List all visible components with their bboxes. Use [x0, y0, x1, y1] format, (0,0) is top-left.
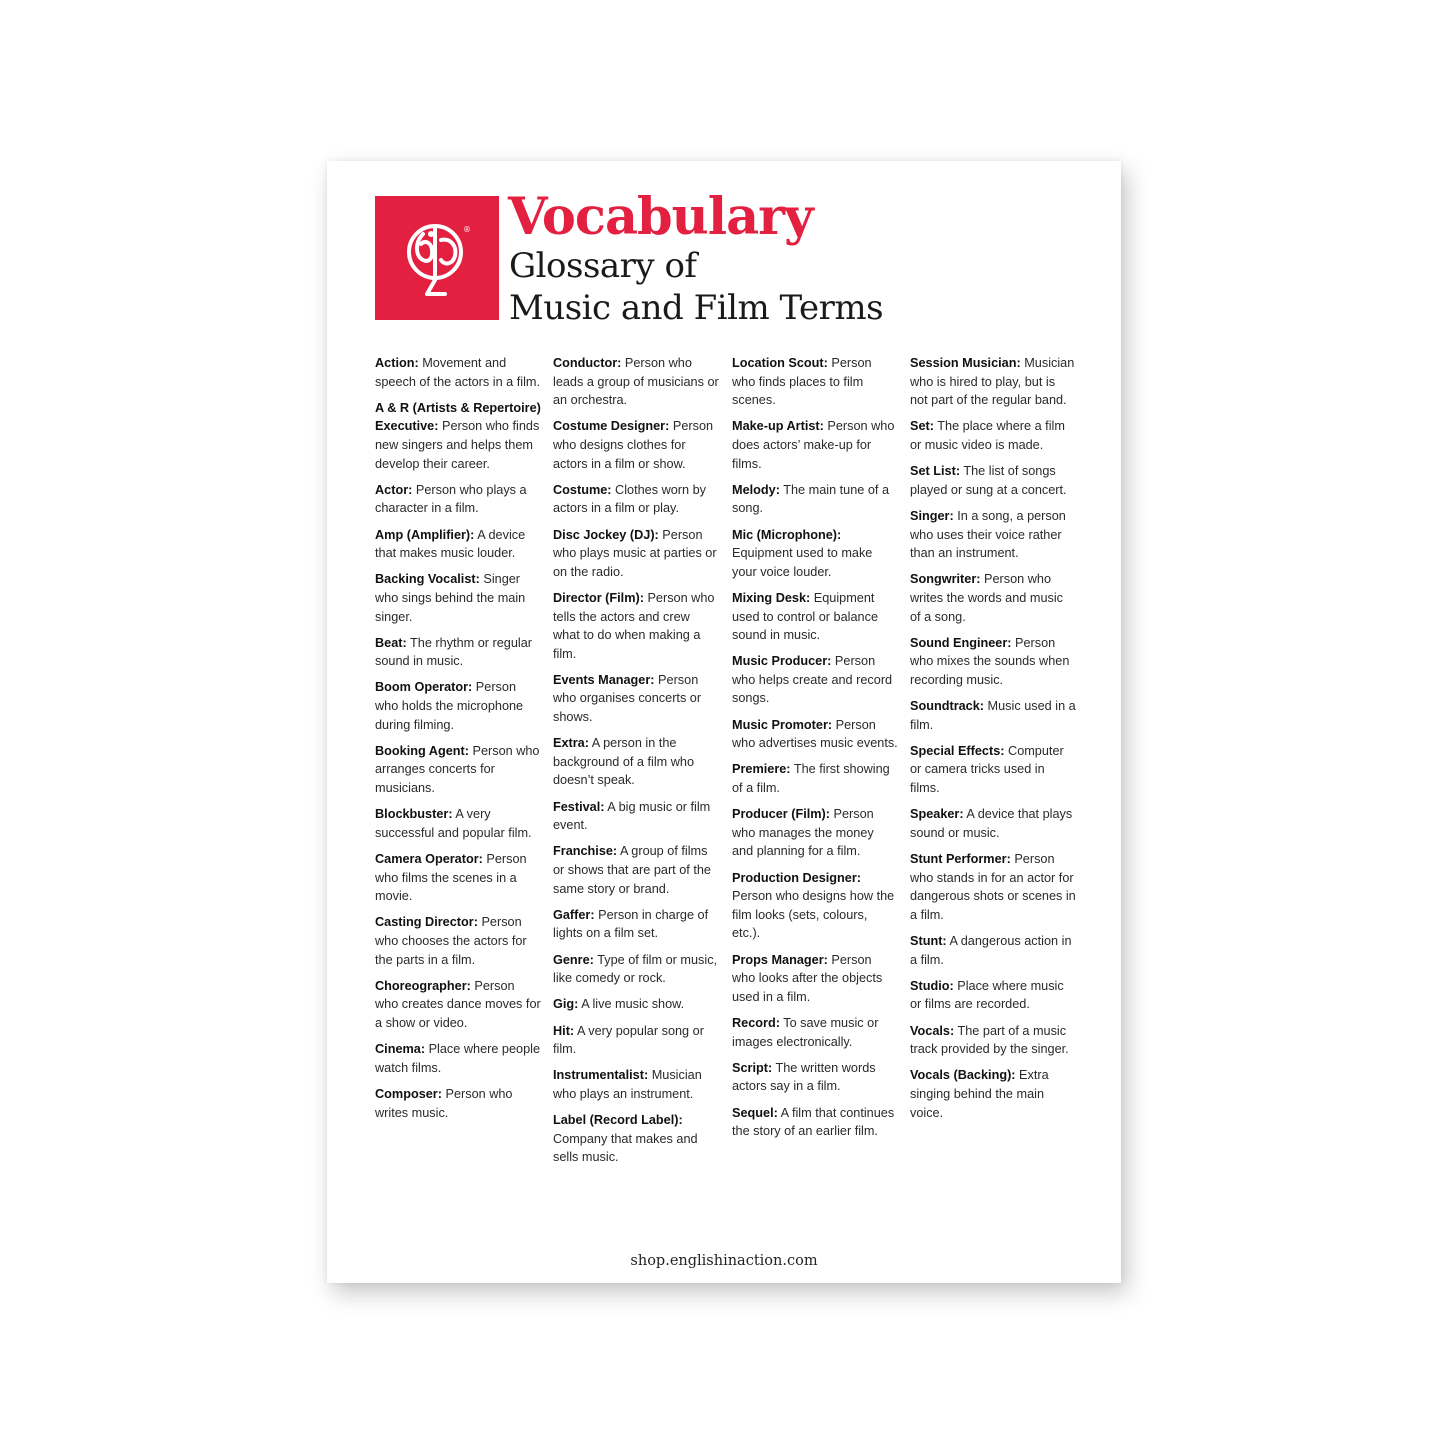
glossary-entry: [553, 526, 719, 582]
glossary-definition: Person who plays music at parties or on the radio.: [553, 527, 717, 579]
glossary-term: Director (Film):: [553, 590, 644, 605]
glossary-term: Extra:: [553, 736, 589, 751]
glossary-term: Melody:: [732, 482, 780, 497]
glossary-entry: [375, 634, 541, 671]
glossary-term: Conductor:: [553, 356, 622, 370]
glossary-definition: Person who chooses the actors for the parts in a film.: [375, 915, 527, 967]
glossary-definition: Person who finds places to film scenes.: [732, 356, 872, 408]
glossary-entry: [910, 697, 1076, 734]
glossary-definition: The part of a music track provided by the singer.: [910, 1023, 1069, 1057]
glossary-entry: [375, 354, 541, 391]
glossary-term: Music Promoter:: [732, 717, 833, 732]
glossary-definition: Person in charge of lights on a film set.: [553, 907, 709, 941]
glossary-definition: A person in the background of a film who doesn’t speak.: [553, 736, 695, 788]
glossary-term: Action:: [375, 356, 419, 370]
glossary-definition: The rhythm or regular sound in music.: [375, 635, 533, 669]
glossary-definition: A device that makes music louder.: [375, 527, 526, 561]
glossary-term: Boom Operator:: [375, 680, 473, 695]
glossary-term: Events Manager:: [553, 672, 655, 687]
glossary-definition: Person who tells the actors and crew what to do when making a film.: [553, 590, 715, 661]
glossary-term: Franchise:: [553, 844, 618, 859]
glossary-column-1: [375, 354, 541, 1130]
glossary-entry: [553, 1022, 719, 1059]
glossary-entry: [553, 481, 719, 518]
glossary-term: Casting Director:: [375, 915, 478, 930]
glossary-entry: [732, 1059, 898, 1096]
glossary-term: Special Effects:: [910, 743, 1005, 758]
glossary-entry: [910, 805, 1076, 842]
glossary-entry: [732, 716, 898, 753]
glossary-entry: [553, 906, 719, 943]
glossary-entry: [910, 932, 1076, 969]
glossary-term: Producer (Film):: [732, 807, 830, 822]
glossary-entry: [375, 526, 541, 563]
glossary-entry: [553, 734, 719, 790]
page-subtitle: [509, 245, 883, 329]
glossary-column-3: [732, 354, 898, 1148]
glossary-term: Beat:: [375, 635, 407, 650]
glossary-entry: [732, 481, 898, 518]
glossary-entry: [553, 842, 719, 898]
glossary-entry: [553, 995, 719, 1014]
glossary-entry: [553, 951, 719, 988]
glossary-definition: Person who looks after the objects used in a film.: [732, 952, 883, 1004]
glossary-entry: [375, 850, 541, 906]
glossary-term: Blockbuster:: [375, 807, 453, 822]
glossary-definition: Person who writes the words and music of a song.: [910, 572, 1064, 624]
glossary-term: Festival:: [553, 799, 605, 814]
glossary-definition: Equipment used to make your voice louder.: [732, 546, 873, 579]
glossary-definition: The written words actors say in a film.: [732, 1060, 876, 1094]
glossary-term: Camera Operator:: [375, 852, 483, 866]
glossary-entry: [910, 507, 1076, 563]
glossary-term: Vocals:: [910, 1023, 955, 1038]
glossary-term: Session Musician:: [910, 356, 1021, 370]
glossary-definition: Person who plays a character in a film.: [375, 482, 527, 516]
glossary-definition: Singer who sings behind the main singer.: [375, 572, 526, 624]
glossary-definition: In a song, a person who uses their voice rather than an instrument.: [910, 508, 1066, 561]
glossary-entry: [375, 913, 541, 969]
glossary-entry: [732, 589, 898, 645]
eia-logo-icon: [375, 196, 499, 320]
glossary-term: Actor:: [375, 482, 413, 497]
glossary-term: Location Scout:: [732, 356, 828, 370]
glossary-entry: [375, 1040, 541, 1077]
glossary-definition: Person who organises concerts or shows.: [553, 672, 702, 725]
glossary-definition: Person who writes music.: [375, 1086, 513, 1120]
glossary-entry: [553, 417, 719, 473]
glossary-definition: A very successful and popular film.: [375, 807, 532, 840]
glossary-term: Production Designer:: [732, 870, 861, 885]
glossary-definition: Person who holds the microphone during filming.: [375, 680, 524, 732]
glossary-term: Studio:: [910, 978, 954, 993]
glossary-definition: Person who creates dance moves for a show or video.: [375, 978, 541, 1030]
glossary-term: Composer:: [375, 1086, 442, 1101]
glossary-term: A & R (Artists & Repertoire) Executive:: [375, 400, 541, 434]
glossary-entry: [910, 570, 1076, 626]
glossary-definition: Person who mixes the sounds when recording music.: [910, 635, 1070, 687]
glossary-term: Choreographer:: [375, 978, 471, 993]
glossary-term: Soundtrack:: [910, 699, 985, 714]
glossary-entry: [375, 1085, 541, 1122]
glossary-definition: The list of songs played or sung at a concert.: [910, 464, 1067, 497]
glossary-definition: The first showing of a film.: [732, 762, 890, 796]
glossary-term: Vocals (Backing):: [910, 1068, 1016, 1083]
glossary-definition: Company that makes and sells music.: [553, 1131, 698, 1165]
glossary-term: Instrumentalist:: [553, 1068, 649, 1083]
glossary-definition: Person who manages the money and planning for a film.: [732, 807, 874, 859]
glossary-entry: [732, 1104, 898, 1141]
glossary-definition: Person who arranges concerts for musicians.: [375, 743, 540, 796]
glossary-entry: [732, 869, 898, 943]
glossary-definition: Person who helps create and record songs.: [732, 654, 893, 706]
glossary-entry: [375, 481, 541, 518]
glossary-term: Stunt Performer:: [910, 852, 1011, 866]
glossary-definition: The place where a film or music video is made.: [910, 419, 1065, 452]
glossary-definition: Equipment used to control or balance sound in music.: [732, 590, 878, 643]
glossary-definition: Person who designs clothes for actors in a film or show.: [553, 419, 714, 471]
glossary-entry: [732, 805, 898, 861]
glossary-entry: [910, 462, 1076, 499]
glossary-term: Premiere:: [732, 762, 791, 777]
glossary-definition: Clothes worn by actors in a film or play.: [553, 482, 707, 516]
glossary-definition: Person who does actors’ make-up for films.: [732, 419, 895, 471]
glossary-entry: [732, 1014, 898, 1051]
glossary-definition: Place where people watch films.: [375, 1042, 541, 1075]
glossary-term: Genre:: [553, 952, 594, 967]
subtitle-line-1: Glossary of: [509, 246, 697, 286]
glossary-definition: A very popular song or film.: [553, 1023, 704, 1057]
glossary-entry: [732, 951, 898, 1007]
glossary-term: Amp (Amplifier):: [375, 527, 475, 542]
glossary-term: Sequel:: [732, 1105, 778, 1120]
glossary-term: Cinema:: [375, 1042, 426, 1057]
glossary-term: Costume Designer:: [553, 419, 670, 434]
glossary-entry: [375, 805, 541, 842]
glossary-term: Mixing Desk:: [732, 590, 811, 605]
glossary-term: Backing Vocalist:: [375, 572, 480, 587]
glossary-entry: [910, 634, 1076, 690]
glossary-entry: [910, 1022, 1076, 1059]
glossary-definition: Musician who plays an instrument.: [553, 1068, 702, 1101]
glossary-definition: A dangerous action in a film.: [910, 933, 1072, 967]
glossary-term: Record:: [732, 1015, 780, 1030]
glossary-term: Costume:: [553, 482, 612, 497]
glossary-definition: Person who stands in for an actor for dangerous shots or scenes in a film.: [910, 852, 1076, 922]
glossary-entry: [910, 1066, 1076, 1122]
glossary-entry: [910, 354, 1076, 410]
glossary-definition: Type of film or music, like comedy or rock.: [553, 952, 718, 986]
eia-logo: [375, 196, 499, 320]
glossary-term: Gig:: [553, 997, 579, 1012]
glossary-term: Script:: [732, 1060, 773, 1075]
glossary-definition: To save music or images electronically.: [732, 1015, 879, 1049]
glossary-entry: [910, 850, 1076, 924]
glossary-entry: [732, 526, 898, 582]
glossary-term: Booking Agent:: [375, 743, 469, 758]
subtitle-line-2: Music and Film Terms: [509, 288, 884, 328]
glossary-definition: A device that plays sound or music.: [910, 807, 1073, 840]
glossary-entry: [375, 678, 541, 734]
glossary-definition: The main tune of a song.: [732, 482, 890, 516]
glossary-entry: [553, 1111, 719, 1167]
footer-url[interactable]: shop.englishinaction.com: [630, 1253, 818, 1269]
glossary-entry: [910, 417, 1076, 454]
glossary-entry: [910, 742, 1076, 798]
glossary-definition: A big music or film event.: [553, 799, 711, 833]
glossary-entry: [732, 417, 898, 473]
glossary-entry: [553, 589, 719, 663]
glossary-term: Label (Record Label):: [553, 1113, 683, 1128]
glossary-term: Make-up Artist:: [732, 419, 824, 434]
glossary-term: Music Producer:: [732, 654, 832, 669]
glossary-term: Set List:: [910, 464, 961, 479]
glossary-term: Singer:: [910, 508, 954, 523]
glossary-definition: Movement and speech of the actors in a film.: [375, 356, 541, 389]
glossary-definition: A live music show.: [578, 997, 685, 1012]
glossary-definition: Person who films the scenes in a movie.: [375, 852, 527, 904]
glossary-term: Mic (Microphone):: [732, 527, 842, 542]
glossary-term: Disc Jockey (DJ):: [553, 527, 659, 542]
glossary-definition: Music used in a film.: [910, 699, 1076, 732]
glossary-column-4: [910, 354, 1076, 1130]
glossary-term: Sound Engineer:: [910, 635, 1012, 650]
glossary-definition: Person who advertises music events.: [732, 717, 898, 751]
glossary-term: Stunt:: [910, 933, 947, 948]
glossary-term: Props Manager:: [732, 952, 828, 967]
glossary-entry: [553, 354, 719, 410]
glossary-sheet: [327, 161, 1121, 1283]
glossary-entry: [732, 354, 898, 410]
glossary-entry: [375, 399, 541, 473]
glossary-entry: [553, 798, 719, 835]
registered-mark: ®: [463, 225, 471, 234]
glossary-entry: [732, 760, 898, 797]
glossary-entry: [375, 570, 541, 626]
glossary-term: Songwriter:: [910, 572, 981, 587]
glossary-definition: Extra singing behind the main voice.: [910, 1068, 1049, 1120]
glossary-definition: A group of films or shows that are part of the same story or brand.: [553, 844, 711, 896]
glossary-term: Speaker:: [910, 807, 964, 822]
glossary-definition: Place where music or films are recorded.: [910, 978, 1064, 1012]
glossary-definition: Computer or camera tricks used in films.: [910, 743, 1064, 796]
glossary-term: Hit:: [553, 1023, 575, 1038]
glossary-entry: [375, 742, 541, 798]
page-title: Vocabulary: [508, 187, 813, 247]
glossary-definition: A film that continues the story of an earlier film.: [732, 1105, 895, 1139]
glossary-definition: Musician who is hired to play, but is not part of the regular band.: [910, 356, 1075, 408]
glossary-term: Gaffer:: [553, 907, 595, 922]
glossary-term: Set:: [910, 419, 934, 434]
glossary-entry: [732, 652, 898, 708]
glossary-column-2: [553, 354, 719, 1174]
glossary-entry: [553, 1066, 719, 1103]
glossary-definition: Person who finds new singers and helps them develop their career.: [375, 419, 540, 471]
glossary-definition: Person who leads a group of musicians or an orchestra.: [553, 356, 719, 408]
glossary-entry: [553, 671, 719, 727]
glossary-columns: [375, 354, 1087, 1204]
glossary-entry: [375, 977, 541, 1033]
glossary-entry: [910, 977, 1076, 1014]
glossary-definition: Person who designs how the film looks (sets, colours, etc.).: [732, 889, 895, 941]
